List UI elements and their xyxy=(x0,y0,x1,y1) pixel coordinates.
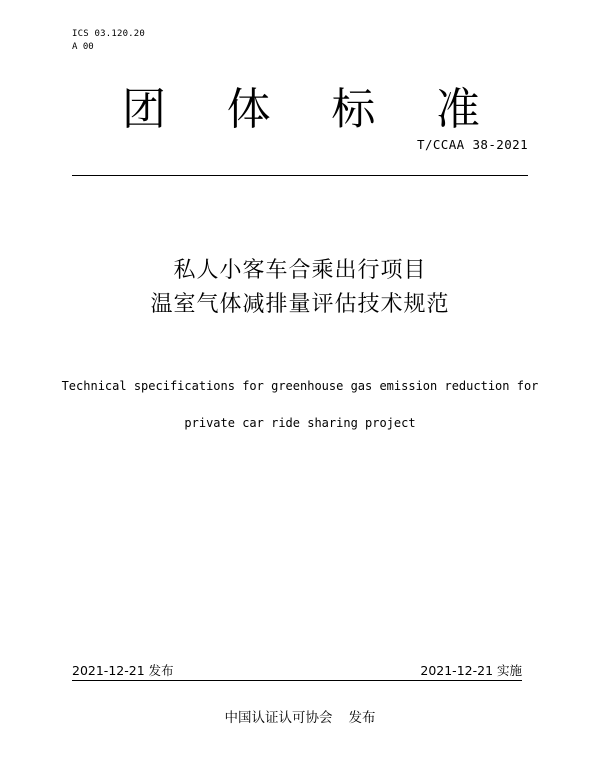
document-type-char: 准 xyxy=(435,84,480,135)
english-title-line-2: private car ride sharing project xyxy=(184,416,416,430)
publisher-line xyxy=(0,709,600,727)
publisher-suffix: 发布 xyxy=(348,710,376,726)
document-type-char: 标 xyxy=(331,84,376,135)
document-type-char: 团 xyxy=(122,84,166,135)
chinese-title-line-2: 温室气体减排量评估技术规范 xyxy=(150,292,450,317)
footer-divider xyxy=(72,680,522,681)
implement-date: 2021-12-21 实施 xyxy=(420,663,522,678)
header-divider xyxy=(72,175,528,176)
publish-date: 2021-12-21 发布 xyxy=(72,663,174,678)
chinese-title-line-1: 私人小客车合乘出行项目 xyxy=(173,258,427,283)
standard-number: T/CCAA 38-2021 xyxy=(417,137,528,152)
publisher-name: 中国认证认可协会 xyxy=(224,710,333,726)
english-title-line-1: Technical specifications for greenhouse gas emission reduction for xyxy=(61,379,539,393)
document-type-char: 体 xyxy=(226,84,271,135)
ics-code: ICS 03.120.20 xyxy=(72,29,146,39)
ccs-code: A 00 xyxy=(72,42,94,52)
chinese-title xyxy=(0,254,600,322)
document-type-title xyxy=(72,82,480,138)
